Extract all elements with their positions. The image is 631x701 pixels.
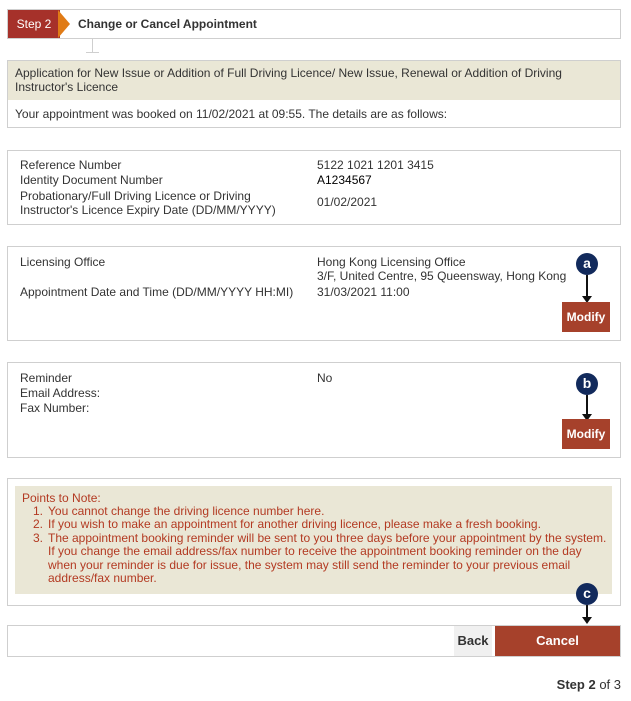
- list-item: 3. The appointment booking reminder will be sent to you three days before your appointment by the system. If you change the email address/fax number to receive the appointment booking reminder on the day when your reminder is due for issue, the system may still send the reminder to your previous email address/fax number.: [33, 530, 607, 586]
- modify-reminder-button[interactable]: Modify: [562, 419, 610, 449]
- licence-expiry-label-line1: Probationary/Full Driving Licence or Driving: [20, 189, 251, 203]
- booking-info-text: Your appointment was booked on 11/02/2021 at 09:55. The details are as follows:: [15, 107, 448, 121]
- annotation-marker-b: b: [576, 373, 598, 395]
- reference-number-label: Reference Number: [20, 158, 122, 172]
- modify-appointment-button[interactable]: Modify: [562, 302, 610, 332]
- list-item: 2. If you wish to make an appointment for another driving licence, please make a fresh booking.: [33, 517, 541, 532]
- licence-expiry-label-line2: Instructor's Licence Expiry Date (DD/MM/YYYY): [20, 203, 276, 217]
- back-button[interactable]: Back: [454, 626, 492, 656]
- application-title: Application for New Issue or Addition of Full Driving Licence/ New Issue, Renewal or Addition of Driving Instructor's Licence: [15, 66, 562, 94]
- list-item: 1. You cannot change the driving licence number here.: [33, 504, 325, 518]
- divider: [92, 39, 93, 53]
- notes-list: [22, 505, 608, 585]
- identity-document-value: A1234567: [317, 173, 372, 187]
- email-address-label: Email Address:: [20, 386, 101, 400]
- annotation-marker-c: c: [576, 583, 598, 605]
- annotation-arrow-line: [586, 275, 588, 297]
- divider: [86, 52, 99, 53]
- annotation-marker-a: a: [576, 253, 598, 275]
- annotation-arrow-head: [582, 617, 592, 624]
- licensing-office-address: 3/F, United Centre, 95 Queensway, Hong Kong: [317, 269, 567, 283]
- reminder-panel: [7, 362, 621, 458]
- step-indicator: Step 2 of 3: [556, 677, 621, 692]
- appointment-datetime-value: 31/03/2021 11:00: [317, 285, 410, 299]
- annotation-arrow-line: [586, 395, 588, 415]
- page-title: Change or Cancel Appointment: [78, 17, 257, 31]
- fax-number-label: Fax Number:: [20, 401, 90, 415]
- reminder-value: No: [317, 371, 333, 385]
- identity-document-label: Identity Document Number: [20, 173, 163, 187]
- licensing-office-name: Hong Kong Licensing Office: [317, 255, 466, 269]
- step-arrow-icon: [58, 10, 70, 38]
- cancel-appointment-button[interactable]: Cancel Appointment: [495, 626, 620, 656]
- step-badge: Step 2: [8, 10, 60, 38]
- notes-title: Points to Note:: [22, 491, 101, 505]
- licence-expiry-value: 01/02/2021: [317, 195, 378, 209]
- reference-number-value: 5122 1021 1201 3415: [317, 158, 434, 172]
- appointment-datetime-label: Appointment Date and Time (DD/MM/YYYY HH:MI): [20, 285, 294, 299]
- licensing-office-label: Licensing Office: [20, 255, 106, 269]
- reminder-label: Reminder: [20, 371, 73, 385]
